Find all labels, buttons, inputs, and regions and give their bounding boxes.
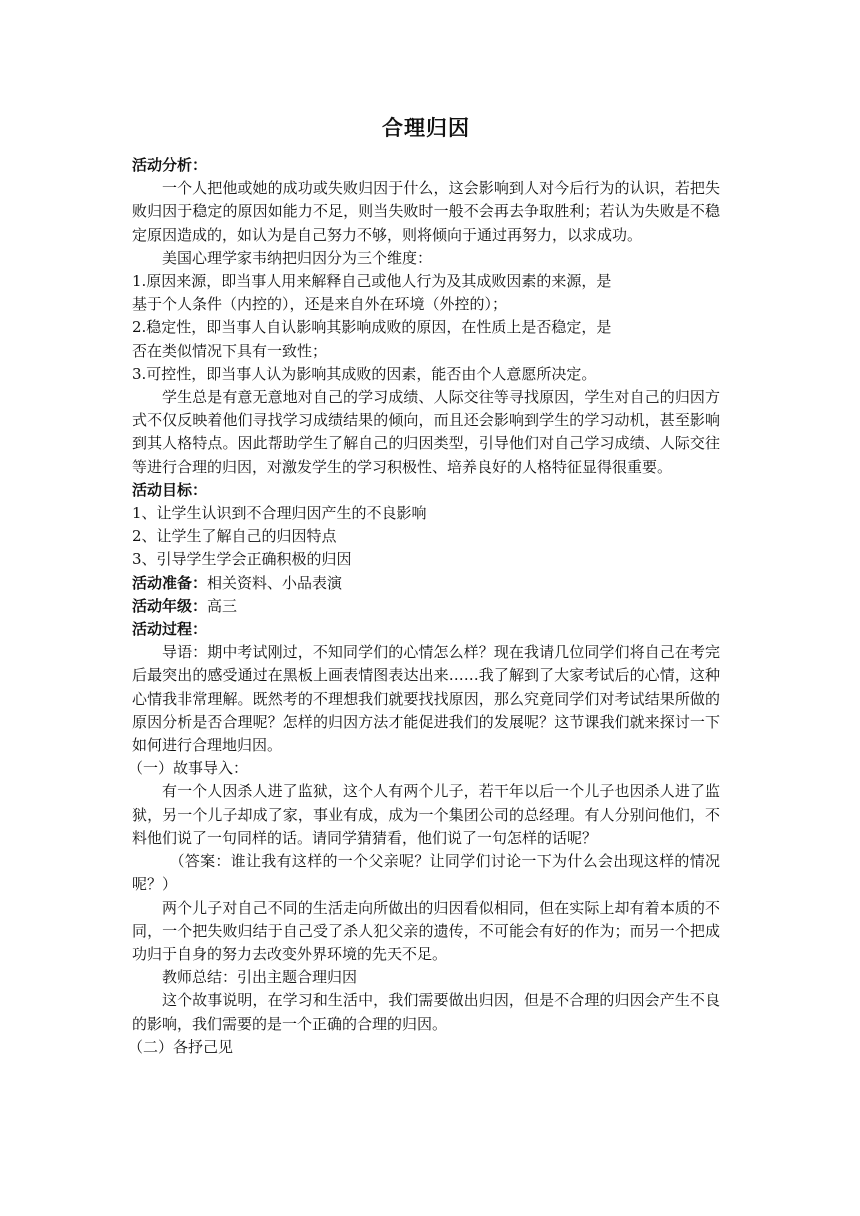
section-1-heading: （一）故事导入： [128, 759, 249, 778]
process-heading: 活动过程： [132, 620, 208, 639]
process-intro: 导语：期中考试刚过，不知同学们的心情怎么样？现在我请几位同学们将自己在考完后最突出的感受通过在黑板上画表情图表达出来……我了解到了大家考试后的心情，这种心情我非常理解。既然考的不理想我们就要找找原因，那么究竟同学们对考试结果所做的原因分析是否合理呢？怎样的归因方法才能促进我们的发展呢？这节课我们就来探讨一下如何进行合理地归因。 [132, 643, 720, 755]
analysis-heading: 活动分析： [132, 156, 208, 174]
dimension-1-line-2: 基于个人条件（内控的），还是来自外在环境（外控的）； [132, 295, 508, 314]
analysis-paragraph-2: 美国心理学家韦纳把归因分为三个维度： [162, 248, 433, 267]
answer-paragraph: （答案：谁让我有这样的一个父亲呢？让同学们讨论一下为什么会出现这样的情况呢？） [132, 852, 720, 894]
section-2-heading: （二）各抒己见 [128, 1037, 234, 1056]
goal-item-3: 3、引导学生学会正确积极的归因 [132, 550, 352, 569]
dimension-2-line-2: 否在类似情况下具有一致性； [132, 341, 328, 360]
goals-heading: 活动目标： [132, 480, 208, 499]
goal-item-1: 1、让学生认识到不合理归因产生的不良影响 [132, 504, 427, 523]
grade-label: 活动年级： [132, 596, 208, 615]
prep-line [132, 572, 720, 595]
analysis-paragraph-1: 一个人把他或她的成功或失败归因于什么，这会影响到人对今后行为的认识，若把失败归因于稳定的原因如能力不足，则当失败时一般不会再去争取胜利；若认为失败是不稳定原因造成的，如认为是自己努力不够，则将倾向于通过再努力，以求成功。 [132, 179, 720, 244]
story-paragraph: 有一个人因杀人进了监狱，这个人有两个儿子，若干年以后一个儿子也因杀人进了监狱，另一个儿子却成了家，事业有成，成为一个集团公司的总经理。有人分别问他们，不料他们说了一句同样的话。请同学猜猜看，他们说了一句怎样的话呢？ [132, 782, 720, 847]
grade-value: 高三 [207, 596, 238, 615]
story-analysis-paragraph: 两个儿子对自己不同的生活走向所做出的归因看似相同，但在实际上却有着本质的不同，一个把失败归结于自己受了杀人犯父亲的遗传，不可能会有好的作为；而另一个把成功归于自身的努力去改变外界环境的先天不足。 [132, 898, 720, 963]
analysis-paragraph-3: 学生总是有意无意地对自己的学习成绩、人际交往等寻找原因，学生对自己的归因方式不仅反映着他们寻找学习成绩结果的倾向，而且还会影响到学生的学习动机，甚至影响到其人格特点。因此帮助学生了解自己的归因类型，引导他们对自己学习成绩、人际交往等进行合理的归因，对激发学生的学习积极性、培养良好的人格特征显得很重要。 [132, 388, 720, 476]
dimension-1-line-1: 1.原因来源，即当事人用来解释自己或他人行为及其成败因素的来源，是 [132, 272, 612, 291]
dimension-3: 3.可控性，即当事人认为影响其成败的因素，能否由个人意愿所决定。 [132, 364, 597, 383]
grade-line [132, 595, 720, 618]
teacher-summary: 教师总结：引出主题合理归因 [162, 968, 358, 987]
conclusion-paragraph: 这个故事说明，在学习和生活中，我们需要做出归因，但是不合理的归因会产生不良的影响，我们需要的是一个正确的合理的归因。 [132, 991, 720, 1033]
dimension-2-line-1: 2.稳定性，即当事人自认影响其影响成败的原因，在性质上是否稳定，是 [132, 318, 612, 337]
page-title: 合理归因 [382, 116, 470, 140]
goal-item-2: 2、让学生了解自己的归因特点 [132, 527, 337, 546]
document-body [128, 112, 720, 1059]
prep-value: 相关资料、小品表演 [207, 573, 343, 592]
prep-label: 活动准备： [132, 573, 208, 592]
